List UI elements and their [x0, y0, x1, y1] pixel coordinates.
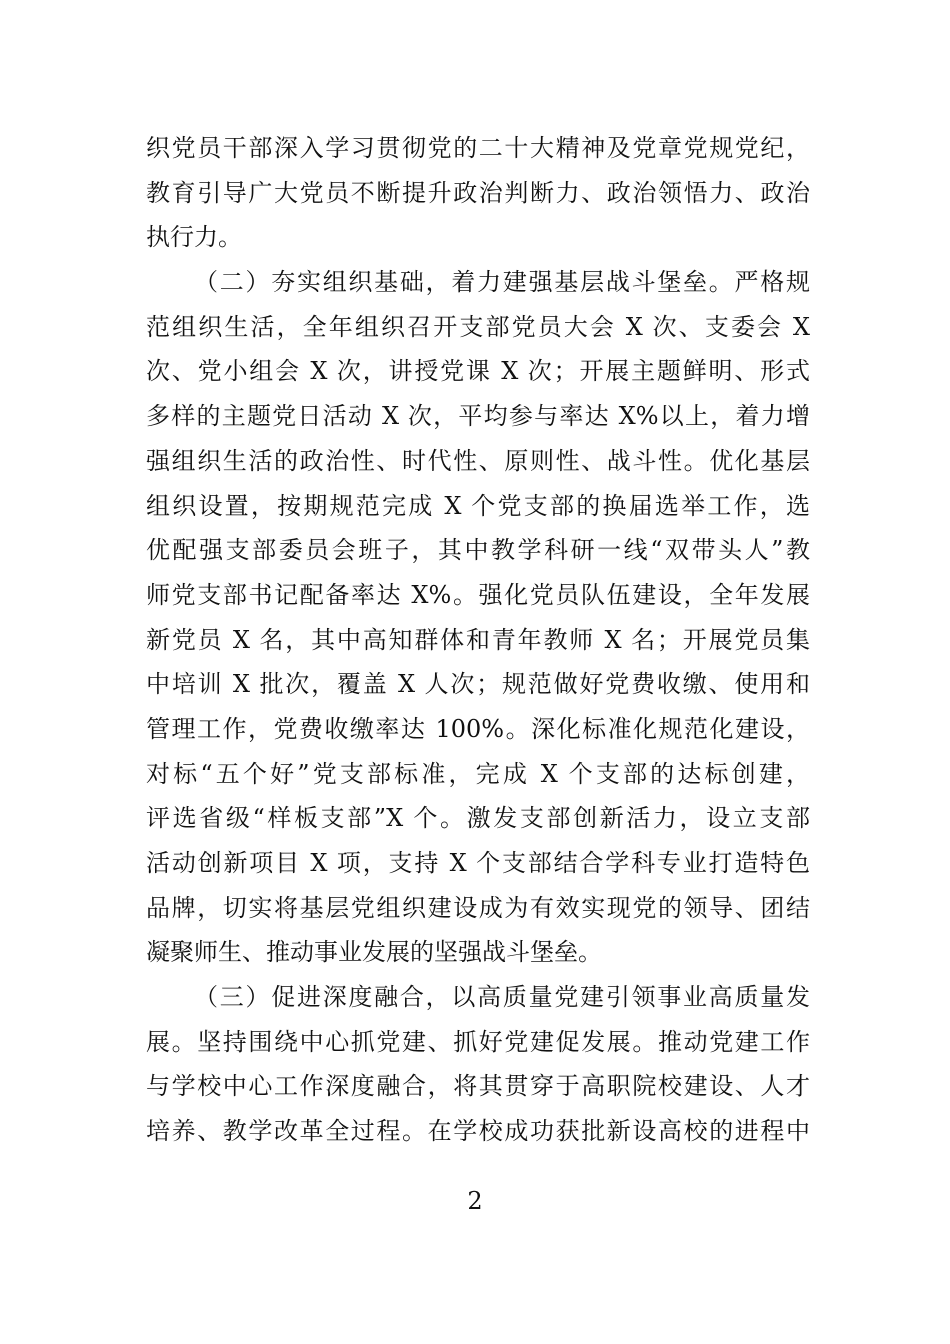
text-line: 对标“五个好”党支部标准，完成 X 个支部的达标创建，: [146, 759, 810, 788]
text-line: 多样的主题党日活动 X 次，平均参与率达 X%以上，着力增: [146, 402, 810, 431]
paragraph-heading-line: （二）夯实组织基础，着力建强基层战斗堡垒。严格规: [194, 268, 810, 297]
text-line: 强组织生活的政治性、时代性、原则性、战斗性。优化基层: [146, 446, 810, 475]
text-line: 教育引导广大党员不断提升政治判断力、政治领悟力、政治: [146, 178, 810, 207]
text-line: 优配强支部委员会班子，其中教学科研一线“双带头人”教: [146, 536, 810, 565]
text-line: 织党员干部深入学习贯彻党的二十大精神及党章党规党纪，: [146, 134, 810, 162]
text-line: 与学校中心工作深度融合，将其贯穿于高职院校建设、人才: [146, 1072, 810, 1101]
text-line: 新党员 X 名，其中高知群体和青年教师 X 名；开展党员集: [146, 625, 810, 654]
text-line: 品牌，切实将基层党组织建设成为有效实现党的领导、团结: [146, 893, 810, 922]
text-line: 评选省级“样板支部”X 个。激发支部创新活力，设立支部: [146, 804, 810, 833]
text-line: 管理工作，党费收缴率达 100%。深化标准化规范化建设，: [146, 714, 810, 743]
text-line: 次、党小组会 X 次，讲授党课 X 次；开展主题鲜明、形式: [146, 357, 810, 386]
text-line: 凝聚师生、推动事业发展的坚强战斗堡垒。: [146, 938, 602, 967]
paragraph-heading-line: （三）促进深度融合，以高质量党建引领事业高质量发: [194, 983, 810, 1012]
text-line: 培养、教学改革全过程。在学校成功获批新设高校的进程中: [146, 1117, 810, 1146]
text-line: 中培训 X 批次，覆盖 X 人次；规范做好党费收缴、使用和: [146, 670, 810, 699]
text-line: 展。坚持围绕中心抓党建、抓好党建促发展。推动党建工作: [146, 1027, 810, 1056]
body-text: [146, 126, 810, 1154]
text-line: 师党支部书记配备率达 X%。强化党员队伍建设，全年发展: [146, 580, 810, 609]
page-number: 2: [467, 1187, 483, 1215]
text-line: 范组织生活，全年组织召开支部党员大会 X 次、支委会 X: [146, 312, 810, 341]
text-line: 活动创新项目 X 项，支持 X 个支部结合学科专业打造特色: [146, 849, 810, 877]
text-line: 执行力。: [146, 223, 242, 252]
text-line: 组织设置，按期规范完成 X 个党支部的换届选举工作，选: [146, 491, 810, 520]
